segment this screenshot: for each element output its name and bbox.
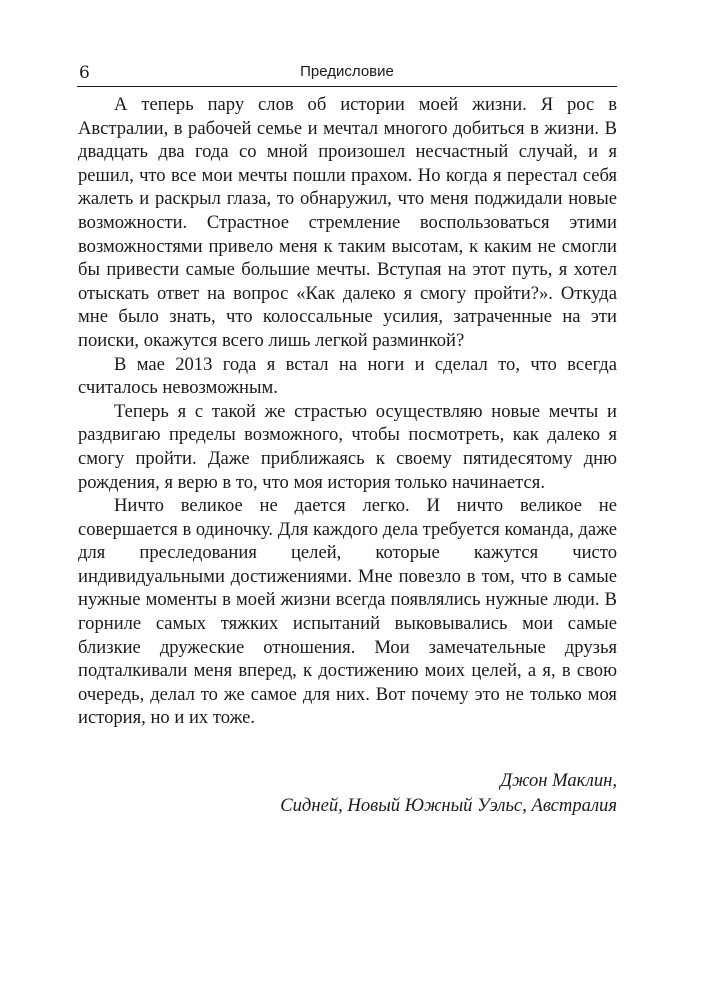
signature-location: Сидней, Новый Южный Уэльс, Австралия [280, 795, 617, 816]
paragraph-1: А теперь пару слов об истории моей жизни. Я рос в Австралии, в рабочей семье и мечтал многого добиться в жизни. В двадцать два года со мной произошел несчастный случай, и я решил, что все мои мечты пошли прахом. Но когда я перестал себя жалеть и раскрыл глаза, то обнаружил, что меня поджидали новые возможности. Страстное стремление воспользоваться этими возможностями привело меня к таким высотам, к каким не смогли бы привести самые большие мечты. Вступая на этот путь, я хотел отыскать ответ на вопрос «Как далеко я смогу пройти?». Откуда мне было знать, что колоссальные усилия, затраченные на эти поиски, окажутся всего лишь легкой разминкой? [78, 94, 617, 351]
paragraph-3: Теперь я с такой же страстью осуществляю новые мечты и раздвигаю пределы возможного, чтобы посмотреть, как далеко я смогу пройти. Даже приближаясь к своему пятидесятому дню рождения, я верю в то, что моя история только начинается. [78, 400, 617, 493]
header-rule [77, 86, 617, 87]
paragraph-2: В мае 2013 года я встал на ноги и сделал то, что всегда считалось невозможным. [78, 353, 617, 399]
page-number: 6 [79, 63, 90, 83]
running-header [77, 60, 617, 86]
section-title: Предисловие [300, 63, 394, 80]
paragraph-4: Ничто великое не дается легко. И ничто великое не совершается в одиночку. Для каждого дела требуется команда, даже для преследования целей, которые кажутся чисто индивидуальными достижениями. Мне повезло в том, что в самые нужные моменты в моей жизни всегда появлялись нужные люди. В горниле самых тяжких испытаний выковывались мои самые близкие дружеские отношения. Мои замечательные друзья подталкивали меня вперед, к достижению моих целей, а я, в свою очередь, делал то же самое для них. Вот почему это не только моя история, но и их тоже. [78, 495, 617, 729]
signature-block [78, 768, 617, 818]
signature-author: Джон Маклин, [500, 770, 617, 791]
body-text [78, 93, 617, 730]
